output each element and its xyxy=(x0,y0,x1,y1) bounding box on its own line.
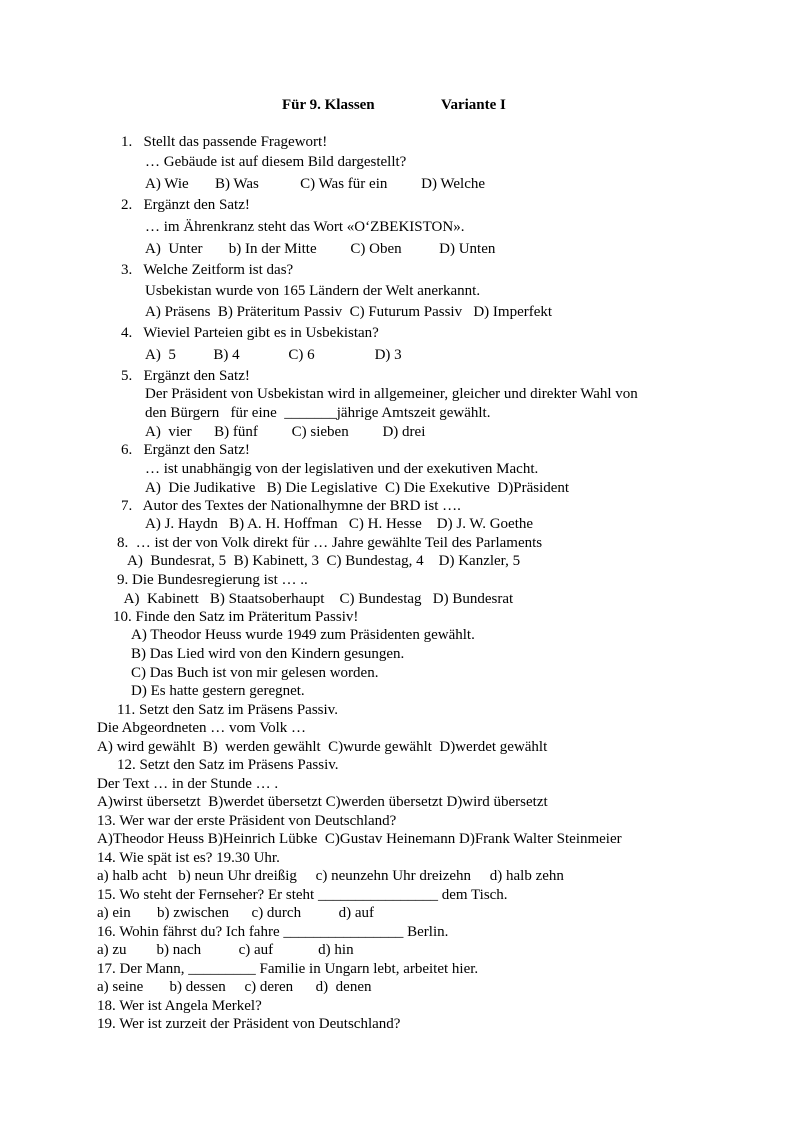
worksheet-line: den Bürgern für eine _______jährige Amtszeit gewählt. xyxy=(145,405,491,421)
worksheet-line: … Gebäude ist auf diesem Bild dargestellt? xyxy=(145,154,407,170)
worksheet-line: 14. Wie spät ist es? 19.30 Uhr. xyxy=(97,850,280,866)
worksheet-line: Die Abgeordneten … vom Volk … xyxy=(97,720,307,736)
worksheet-line: 12. Setzt den Satz im Präsens Passiv. xyxy=(117,757,339,773)
worksheet-line: 17. Der Mann, _________ Familie in Ungarn lebt, arbeitet hier. xyxy=(97,961,479,977)
worksheet-line: A) Die Judikative B) Die Legislative C) Die Exekutive D)Präsident xyxy=(145,480,570,496)
worksheet-line: 2. Ergänzt den Satz! xyxy=(121,197,250,213)
worksheet-line: 11. Setzt den Satz im Präsens Passiv. xyxy=(117,702,338,718)
worksheet-line: A) Theodor Heuss wurde 1949 zum Präsidenten gewählt. xyxy=(131,627,475,643)
worksheet-line: a) ein b) zwischen c) durch d) auf xyxy=(97,905,374,921)
worksheet-line: C) Das Buch ist von mir gelesen worden. xyxy=(131,665,379,681)
worksheet-line: A)Theodor Heuss B)Heinrich Lübke C)Gustav Heinemann D)Frank Walter Steinmeier xyxy=(97,831,622,847)
worksheet-line: a) seine b) dessen c) deren d) denen xyxy=(97,979,372,995)
worksheet-line: 4. Wieviel Parteien gibt es in Usbekistan? xyxy=(121,325,379,341)
worksheet-line: 9. Die Bundesregierung ist … .. xyxy=(117,572,308,588)
grade-title: Für 9. Klassen xyxy=(282,97,375,113)
worksheet-line: A) vier B) fünf C) sieben D) drei xyxy=(145,424,426,440)
worksheet-line: 15. Wo steht der Fernseher? Er steht ________________ dem Tisch. xyxy=(97,887,508,903)
worksheet-line: A) Bundesrat, 5 B) Kabinett, 3 C) Bundestag, 4 D) Kanzler, 5 xyxy=(127,553,521,569)
worksheet-line: 19. Wer ist zurzeit der Präsident von Deutschland? xyxy=(97,1016,401,1032)
worksheet-line: 8. … ist der von Volk direkt für … Jahre gewählte Teil des Parlaments xyxy=(117,535,543,551)
worksheet-line: A) Präsens B) Präteritum Passiv C) Futurum Passiv D) Imperfekt xyxy=(145,304,553,320)
worksheet-line: 6. Ergänzt den Satz! xyxy=(121,442,250,458)
worksheet-line: 16. Wohin fährst du? Ich fahre ________________ Berlin. xyxy=(97,924,449,940)
worksheet-line: 18. Wer ist Angela Merkel? xyxy=(97,998,262,1014)
worksheet-line: 13. Wer war der erste Präsident von Deutschland? xyxy=(97,813,397,829)
worksheet-line: 1. Stellt das passende Fragewort! xyxy=(121,134,328,150)
worksheet-line: a) zu b) nach c) auf d) hin xyxy=(97,942,354,958)
worksheet-line: … im Ährenkranz steht das Wort «O‘ZBEKISTON». xyxy=(145,219,465,235)
worksheet-line: Usbekistan wurde von 165 Ländern der Welt anerkannt. xyxy=(145,283,481,299)
worksheet-line: Der Präsident von Usbekistan wird in allgemeiner, gleicher und direkter Wahl von xyxy=(145,386,638,402)
worksheet-line: A) Unter b) In der Mitte C) Oben D) Unten xyxy=(145,241,496,257)
worksheet-header xyxy=(0,97,800,117)
worksheet-line: A) wird gewählt B) werden gewählt C)wurde gewählt D)werdet gewählt xyxy=(97,739,548,755)
worksheet-line: a) halb acht b) neun Uhr dreißig c) neunzehn Uhr dreizehn d) halb zehn xyxy=(97,868,564,884)
worksheet-line: 7. Autor des Textes der Nationalhymne der BRD ist …. xyxy=(121,498,461,514)
worksheet-line: 10. Finde den Satz im Präteritum Passiv! xyxy=(113,609,359,625)
worksheet-line: 5. Ergänzt den Satz! xyxy=(121,368,250,384)
variant-title: Variante I xyxy=(441,97,506,113)
worksheet-line: A)wirst übersetzt B)werdet übersetzt C)werden übersetzt D)wird übersetzt xyxy=(97,794,548,810)
worksheet-line: … ist unabhängig von der legislativen und der exekutiven Macht. xyxy=(145,461,539,477)
worksheet-line: A) Wie B) Was C) Was für ein D) Welche xyxy=(145,176,486,192)
worksheet-line: 3. Welche Zeitform ist das? xyxy=(121,262,294,278)
worksheet-line: D) Es hatte gestern geregnet. xyxy=(131,683,305,699)
worksheet-line: A) 5 B) 4 C) 6 D) 3 xyxy=(145,347,402,363)
worksheet-line: A) J. Haydn B) A. H. Hoffman C) H. Hesse D) J. W. Goethe xyxy=(145,516,534,532)
worksheet-line: Der Text … in der Stunde … . xyxy=(97,776,279,792)
worksheet-line: B) Das Lied wird von den Kindern gesungen. xyxy=(131,646,405,662)
worksheet-line: A) Kabinett B) Staatsoberhaupt C) Bundestag D) Bundesrat xyxy=(117,591,514,607)
